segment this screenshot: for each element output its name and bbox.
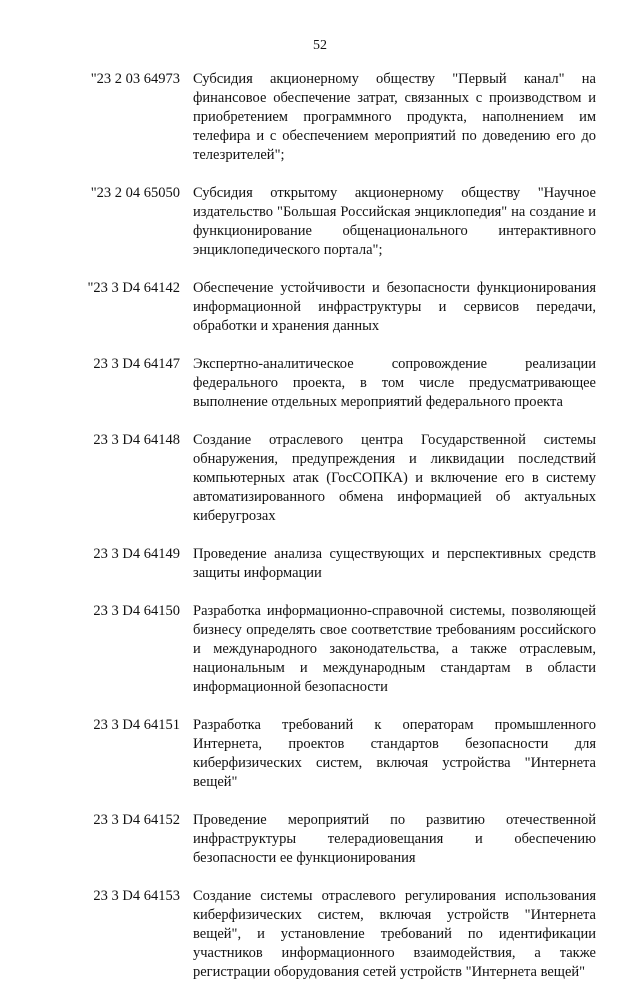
- budget-code-description: Субсидия открытому акционерному обществу "Научное издательство "Большая Российская энциклопедия" на создание и функционирование общенационального интерактивного энциклопедического портала";: [193, 185, 596, 258]
- budget-code-description: Проведение мероприятий по развитию отечественной инфраструктуры телерадиовещания и обеспечению безопасности ее функционирования: [193, 812, 596, 866]
- list-item: [0, 811, 640, 868]
- budget-code: 23 3 D4 64153: [93, 888, 180, 904]
- budget-code: "23 2 03 64973: [90, 71, 180, 87]
- budget-code-description: Проведение анализа существующих и перспективных средств защиты информации: [193, 546, 596, 581]
- budget-code-description: Субсидия акционерному обществу "Первый канал" на финансовое обеспечение затрат, связанных с производством и приобретением программного продукта, наполнением им телефира и с обеспечением мероприятий по доведению его до телезрителей";: [193, 71, 596, 163]
- page-number: 52: [313, 38, 327, 53]
- list-item: [0, 602, 640, 697]
- budget-code-description: Обеспечение устойчивости и безопасности функционирования информационной инфраструктуры и сервисов передачи, обработки и хранения данных: [193, 280, 596, 334]
- budget-code: 23 3 D4 64152: [93, 812, 180, 828]
- list-item: [0, 184, 640, 260]
- budget-code: 23 3 D4 64149: [93, 546, 180, 562]
- budget-code-description: Разработка информационно-справочной системы, позволяющей бизнесу определять свое соответствие требованиям российского и международного законодательства, а также отраслевым, национальным и международным стандартам в области информационной безопасности: [193, 603, 596, 695]
- budget-code-description: Экспертно-аналитическое сопровождение реализации федерального проекта, в том числе предусматривающее выполнение отдельных мероприятий федерального проекта: [193, 356, 596, 410]
- budget-code: 23 3 D4 64147: [93, 356, 180, 372]
- budget-code: "23 2 04 65050: [90, 185, 180, 201]
- budget-code: 23 3 D4 64148: [93, 432, 180, 448]
- list-item: [0, 545, 640, 583]
- list-item: [0, 716, 640, 792]
- budget-code: 23 3 D4 64150: [93, 603, 180, 619]
- list-item: [0, 355, 640, 412]
- budget-code: 23 3 D4 64151: [93, 717, 180, 733]
- list-item: [0, 887, 640, 982]
- budget-code-description: Создание системы отраслевого регулирования использования киберфизических систем, включая устройств "Интернета вещей", и установление требований по идентификации участников информационного взаимодействия, а также регистрации оборудования сетей устройств "Интернета вещей": [193, 888, 596, 980]
- list-item: [0, 431, 640, 526]
- list-item: [0, 70, 640, 165]
- list-item: [0, 279, 640, 336]
- budget-code: "23 3 D4 64142: [87, 280, 180, 296]
- budget-code-list: [0, 70, 640, 1001]
- budget-code-description: Разработка требований к операторам промышленного Интернета, проектов стандартов безопасности для киберфизических систем, включая устройства "Интернета вещей": [193, 717, 596, 790]
- budget-code-description: Создание отраслевого центра Государственной системы обнаружения, предупреждения и ликвидации последствий компьютерных атак (ГосСОПКА) и включение его в систему автоматизированного обмена информацией об актуальных киберугрозах: [193, 432, 596, 524]
